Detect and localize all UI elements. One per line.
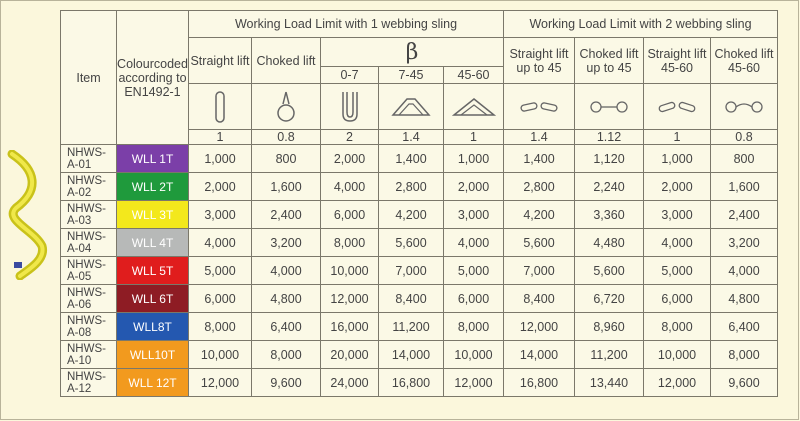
straight-lift-header: Straight lift bbox=[189, 38, 252, 84]
wll-value: 4,200 bbox=[379, 201, 444, 229]
wll-color-badge: WLL 12T bbox=[117, 369, 189, 397]
wll-value: 10,000 bbox=[444, 341, 504, 369]
wll-value: 4,000 bbox=[644, 229, 711, 257]
table-row bbox=[61, 229, 778, 257]
beta-7-45-header: 7-45 bbox=[379, 67, 444, 84]
wll-value: 7,000 bbox=[379, 257, 444, 285]
wll-value: 6,400 bbox=[252, 313, 321, 341]
item-code: NHWS-A-10 bbox=[61, 341, 117, 369]
wll-value: 6,000 bbox=[444, 285, 504, 313]
wll-value: 5,600 bbox=[504, 229, 575, 257]
item-code: NHWS-A-04 bbox=[61, 229, 117, 257]
wll-value: 1,000 bbox=[444, 145, 504, 173]
wll-value: 5,000 bbox=[189, 257, 252, 285]
table-row bbox=[61, 285, 778, 313]
wll-value: 6,400 bbox=[711, 313, 778, 341]
wll-value: 1,600 bbox=[711, 173, 778, 201]
table-row bbox=[61, 145, 778, 173]
wll-value: 4,000 bbox=[711, 257, 778, 285]
basket-45-60-icon bbox=[444, 84, 504, 130]
factor-cell: 1.4 bbox=[379, 130, 444, 145]
wll-value: 8,000 bbox=[321, 229, 379, 257]
two-sling-choked-icon bbox=[575, 84, 644, 130]
wll-value: 8,960 bbox=[575, 313, 644, 341]
wll-value: 3,360 bbox=[575, 201, 644, 229]
table-row bbox=[61, 341, 778, 369]
table-row bbox=[61, 257, 778, 285]
wll-value: 3,200 bbox=[252, 229, 321, 257]
wll-value: 4,000 bbox=[444, 229, 504, 257]
factor-cell: 2 bbox=[321, 130, 379, 145]
wll-value: 10,000 bbox=[644, 341, 711, 369]
wll-value: 2,800 bbox=[504, 173, 575, 201]
wll-value: 6,000 bbox=[644, 285, 711, 313]
wll-value: 2,240 bbox=[575, 173, 644, 201]
item-code: NHWS-A-06 bbox=[61, 285, 117, 313]
wll-color-badge: WLL 4T bbox=[117, 229, 189, 257]
item-code: NHWS-A-03 bbox=[61, 201, 117, 229]
two-sling-straight-icon bbox=[504, 84, 575, 130]
wll-value: 4,200 bbox=[504, 201, 575, 229]
wll-value: 9,600 bbox=[252, 369, 321, 397]
item-header: Item bbox=[61, 11, 117, 145]
two-sling-straight-45-60-icon bbox=[644, 84, 711, 130]
wll-color-badge: WLL 6T bbox=[117, 285, 189, 313]
wll-value: 10,000 bbox=[189, 341, 252, 369]
wll-value: 2,400 bbox=[711, 201, 778, 229]
webbing-sling-image bbox=[6, 150, 52, 280]
wll-value: 12,000 bbox=[644, 369, 711, 397]
straight-45-60-header: Straight lift 45-60 bbox=[644, 38, 711, 84]
wll-value: 6,720 bbox=[575, 285, 644, 313]
wll-value: 5,000 bbox=[644, 257, 711, 285]
factor-cell: 0.8 bbox=[711, 130, 778, 145]
wll-value: 5,000 bbox=[444, 257, 504, 285]
wll-value: 12,000 bbox=[444, 369, 504, 397]
wll-value: 16,000 bbox=[321, 313, 379, 341]
wll-value: 4,480 bbox=[575, 229, 644, 257]
table-row bbox=[61, 369, 778, 397]
factor-cell: 1 bbox=[644, 130, 711, 145]
wll-value: 16,800 bbox=[379, 369, 444, 397]
factor-cell: 1 bbox=[189, 130, 252, 145]
choked-45-60-header: Choked lift 45-60 bbox=[711, 38, 778, 84]
wll-value: 2,400 bbox=[252, 201, 321, 229]
basket-7-45-icon bbox=[379, 84, 444, 130]
wll-value: 2,800 bbox=[379, 173, 444, 201]
item-code: NHWS-A-02 bbox=[61, 173, 117, 201]
wll-value: 800 bbox=[252, 145, 321, 173]
wll-value: 1,400 bbox=[504, 145, 575, 173]
item-code: NHWS-A-05 bbox=[61, 257, 117, 285]
factor-cell: 1.4 bbox=[504, 130, 575, 145]
wll-value: 3,000 bbox=[444, 201, 504, 229]
factor-cell: 0.8 bbox=[252, 130, 321, 145]
wll-value: 8,000 bbox=[252, 341, 321, 369]
wll-value: 24,000 bbox=[321, 369, 379, 397]
beta-45-60-header: 45-60 bbox=[444, 67, 504, 84]
choked-lift-icon bbox=[252, 84, 321, 130]
wll-value: 3,000 bbox=[189, 201, 252, 229]
wll-value: 12,000 bbox=[504, 313, 575, 341]
wll-value: 4,000 bbox=[252, 257, 321, 285]
table-row bbox=[61, 313, 778, 341]
table-row bbox=[61, 173, 778, 201]
wll-value: 12,000 bbox=[321, 285, 379, 313]
wll-value: 4,000 bbox=[321, 173, 379, 201]
wll-value: 1,000 bbox=[644, 145, 711, 173]
straight-lift-icon bbox=[189, 84, 252, 130]
wll-color-badge: WLL 2T bbox=[117, 173, 189, 201]
wll-value: 12,000 bbox=[189, 369, 252, 397]
wll-color-badge: WLL 3T bbox=[117, 201, 189, 229]
wll-value: 2,000 bbox=[189, 173, 252, 201]
factor-cell: 1.12 bbox=[575, 130, 644, 145]
item-code: NHWS-A-01 bbox=[61, 145, 117, 173]
two-sling-choked-45-60-icon bbox=[711, 84, 778, 130]
wll-value: 6,000 bbox=[321, 201, 379, 229]
beta-0-7-header: 0-7 bbox=[321, 67, 379, 84]
wll-value: 1,120 bbox=[575, 145, 644, 173]
wll-value: 8,000 bbox=[644, 313, 711, 341]
choked-lift-header: Choked lift bbox=[252, 38, 321, 84]
wll-value: 14,000 bbox=[504, 341, 575, 369]
wll-value: 3,000 bbox=[644, 201, 711, 229]
wll-value: 2,000 bbox=[321, 145, 379, 173]
wll-value: 8,400 bbox=[504, 285, 575, 313]
table-row bbox=[61, 201, 778, 229]
straight-up-45-header: Straight lift up to 45 bbox=[504, 38, 575, 84]
wll-value: 3,200 bbox=[711, 229, 778, 257]
group1-header: Working Load Limit with 1 webbing sling bbox=[189, 11, 504, 38]
wll-value: 9,600 bbox=[711, 369, 778, 397]
group2-header: Working Load Limit with 2 webbing sling bbox=[504, 11, 778, 38]
wll-value: 16,800 bbox=[504, 369, 575, 397]
item-code: NHWS-A-12 bbox=[61, 369, 117, 397]
wll-value: 10,000 bbox=[321, 257, 379, 285]
beta-angle-header: β bbox=[321, 38, 504, 67]
wll-value: 11,200 bbox=[379, 313, 444, 341]
wll-value: 20,000 bbox=[321, 341, 379, 369]
item-code: NHWS-A-08 bbox=[61, 313, 117, 341]
wll-value: 5,600 bbox=[379, 229, 444, 257]
wll-value: 800 bbox=[711, 145, 778, 173]
factor-cell: 1 bbox=[444, 130, 504, 145]
wll-value: 2,000 bbox=[644, 173, 711, 201]
wll-value: 1,600 bbox=[252, 173, 321, 201]
wll-value: 6,000 bbox=[189, 285, 252, 313]
wll-value: 1,000 bbox=[189, 145, 252, 173]
wll-value: 8,000 bbox=[189, 313, 252, 341]
wll-value: 4,000 bbox=[189, 229, 252, 257]
wll-value: 4,800 bbox=[252, 285, 321, 313]
wll-value: 1,400 bbox=[379, 145, 444, 173]
wll-color-badge: WLL10T bbox=[117, 341, 189, 369]
colour-header: Colourcoded according to EN1492-1 bbox=[117, 11, 189, 145]
wll-color-badge: WLL 1T bbox=[117, 145, 189, 173]
basket-0-7-icon bbox=[321, 84, 379, 130]
wll-value: 7,000 bbox=[504, 257, 575, 285]
wll-value: 8,400 bbox=[379, 285, 444, 313]
wll-table bbox=[60, 10, 778, 397]
wll-color-badge: WLL 5T bbox=[117, 257, 189, 285]
choked-up-45-header: Choked lift up to 45 bbox=[575, 38, 644, 84]
wll-value: 8,000 bbox=[711, 341, 778, 369]
wll-value: 8,000 bbox=[444, 313, 504, 341]
wll-value: 14,000 bbox=[379, 341, 444, 369]
wll-color-badge: WLL8T bbox=[117, 313, 189, 341]
wll-value: 13,440 bbox=[575, 369, 644, 397]
wll-value: 11,200 bbox=[575, 341, 644, 369]
wll-value: 2,000 bbox=[444, 173, 504, 201]
wll-value: 5,600 bbox=[575, 257, 644, 285]
wll-value: 4,800 bbox=[711, 285, 778, 313]
